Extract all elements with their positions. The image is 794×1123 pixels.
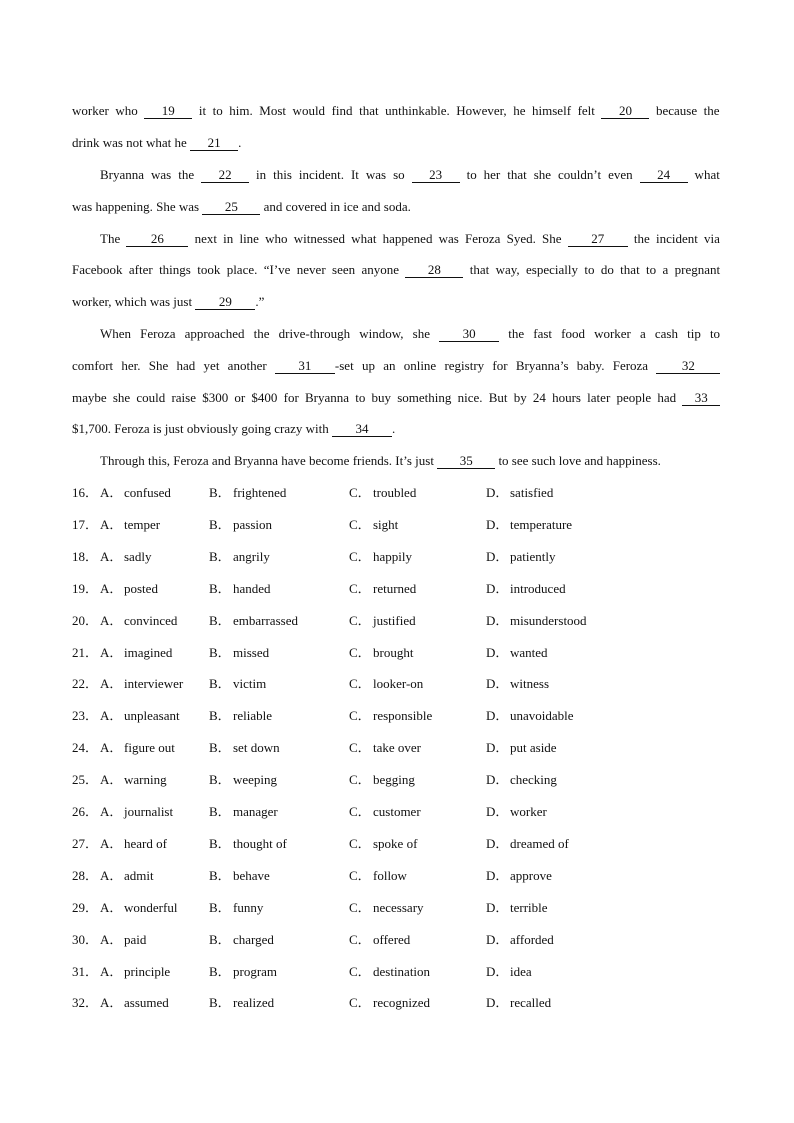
passage-text: -set up an online registry for Bryanna’s baby. Feroza xyxy=(334,358,657,373)
option-d-text: satisfied xyxy=(510,485,554,500)
option-letter-c: C． xyxy=(349,995,371,1011)
question-number: 24． xyxy=(72,740,99,756)
option-letter-d: D． xyxy=(486,995,509,1011)
question-number: 31． xyxy=(72,963,99,979)
answer-blank-33: 33 xyxy=(682,391,720,406)
option-c-text: sight xyxy=(373,516,399,532)
option-b-text: set down xyxy=(233,740,280,756)
question-row xyxy=(72,868,772,886)
option-a-text: assumed xyxy=(124,995,169,1011)
passage-text: next in line who witnessed what happened was Feroza Syed. She xyxy=(188,231,568,246)
option-letter-b: B． xyxy=(209,740,231,756)
option-letter-d: D． xyxy=(486,740,509,756)
option-letter-a: A． xyxy=(100,740,123,756)
answer-blank-32: 32 xyxy=(656,359,720,374)
option-letter-c: C． xyxy=(349,644,371,660)
answer-blank-19: 19 xyxy=(144,104,192,119)
option-letter-b: B． xyxy=(209,899,231,915)
passage-line xyxy=(72,135,241,151)
option-d-text: terrible xyxy=(510,899,548,915)
option-d-text: idea xyxy=(510,963,532,979)
option-a-text: posted xyxy=(124,580,158,596)
option-b-text: passion xyxy=(233,516,272,532)
option-letter-d: D． xyxy=(486,772,509,788)
option-letter-c: C． xyxy=(349,676,371,692)
passage-line xyxy=(72,390,720,406)
option-c-text: offered xyxy=(373,931,411,947)
answer-blank-34: 34 xyxy=(332,422,392,437)
option-letter-a: A． xyxy=(100,644,123,660)
passage-text: because the xyxy=(649,103,720,118)
option-a-text: unpleasant xyxy=(124,708,180,724)
option-letter-d: D． xyxy=(486,516,509,532)
option-letter-c: C． xyxy=(349,804,371,819)
option-c-text: follow xyxy=(373,867,407,883)
passage-line xyxy=(72,262,720,278)
option-b-text: thought of xyxy=(233,835,287,851)
option-a-text: convinced xyxy=(124,612,178,628)
option-letter-a: A． xyxy=(100,772,123,788)
option-letter-d: D． xyxy=(486,676,509,692)
question-number: 18． xyxy=(72,548,99,564)
passage-text: the incident via xyxy=(627,231,720,246)
option-b-text: manager xyxy=(233,804,278,819)
passage-text: Facebook after things took place. “I’ve never seen anyone xyxy=(72,262,406,277)
option-a-text: heard of xyxy=(124,835,167,851)
question-row xyxy=(72,517,772,535)
question-row xyxy=(72,549,772,567)
option-d-text: put aside xyxy=(510,740,557,756)
option-b-text: behave xyxy=(233,867,270,883)
question-number: 22． xyxy=(72,676,99,692)
option-b-text: weeping xyxy=(233,772,278,788)
option-a-text: confused xyxy=(124,485,171,500)
question-number: 28． xyxy=(72,867,99,883)
passage-text: the fast food worker a cash tip to xyxy=(499,326,721,341)
question-row xyxy=(72,613,772,631)
question-number: 26． xyxy=(72,804,99,819)
option-letter-a: A． xyxy=(100,548,123,564)
option-c-text: take over xyxy=(373,740,422,756)
answer-blank-27: 27 xyxy=(568,232,628,247)
answer-blank-24: 24 xyxy=(640,168,688,183)
option-c-text: looker-on xyxy=(373,676,424,692)
option-letter-a: A． xyxy=(100,708,123,724)
question-row xyxy=(72,645,772,663)
answer-blank-35: 35 xyxy=(437,454,495,469)
answer-blank-28: 28 xyxy=(405,263,463,278)
answer-blank-23: 23 xyxy=(412,168,460,183)
option-letter-a: A． xyxy=(100,995,123,1011)
passage-line xyxy=(72,358,720,374)
option-letter-b: B． xyxy=(209,772,231,788)
option-letter-c: C． xyxy=(349,867,371,883)
option-a-text: temper xyxy=(124,516,161,532)
option-b-text: handed xyxy=(233,580,271,596)
answer-blank-25: 25 xyxy=(202,200,260,215)
option-letter-b: B． xyxy=(209,612,231,628)
question-row xyxy=(72,836,772,854)
option-a-text: journalist xyxy=(124,804,174,819)
option-b-text: program xyxy=(233,963,278,979)
option-letter-c: C． xyxy=(349,899,371,915)
option-letter-d: D． xyxy=(486,835,509,851)
option-letter-a: A． xyxy=(100,835,123,851)
option-c-text: recognized xyxy=(373,995,431,1011)
option-letter-a: A． xyxy=(100,804,123,819)
answer-blank-31: 31 xyxy=(275,359,335,374)
option-letter-d: D． xyxy=(486,644,509,660)
option-b-text: victim xyxy=(233,676,267,692)
option-b-text: reliable xyxy=(233,708,272,724)
passage-text: When Feroza approached the drive-through window, she xyxy=(100,326,440,341)
option-letter-d: D． xyxy=(486,548,509,564)
passage-text: Through this, Feroza and Bryanna have become friends. It’s just xyxy=(100,453,438,468)
passage-text: in this incident. It was so xyxy=(249,167,412,182)
option-c-text: returned xyxy=(373,580,417,596)
question-number: 17． xyxy=(72,516,99,532)
question-row xyxy=(72,676,772,694)
question-number: 21． xyxy=(72,644,99,660)
option-letter-d: D． xyxy=(486,580,509,596)
question-number: 25． xyxy=(72,772,99,788)
option-letter-b: B． xyxy=(209,644,231,660)
option-c-text: happily xyxy=(373,548,412,564)
option-letter-b: B． xyxy=(209,548,231,564)
question-row xyxy=(72,900,772,918)
option-letter-b: B． xyxy=(209,485,231,500)
option-letter-c: C． xyxy=(349,485,371,500)
option-letter-b: B． xyxy=(209,516,231,532)
passage-line xyxy=(72,103,720,119)
option-letter-a: A． xyxy=(100,580,123,596)
option-d-text: introduced xyxy=(510,580,566,596)
option-letter-b: B． xyxy=(209,835,231,851)
passage-line xyxy=(100,326,720,342)
option-a-text: imagined xyxy=(124,644,173,660)
question-row xyxy=(72,740,772,758)
passage-text: Bryanna was the xyxy=(100,167,202,182)
option-a-text: warning xyxy=(124,772,167,788)
option-b-text: missed xyxy=(233,644,270,660)
question-number: 16． xyxy=(72,485,99,500)
option-d-text: dreamed of xyxy=(510,835,569,851)
passage-text: what xyxy=(687,167,720,182)
question-row xyxy=(72,581,772,599)
option-letter-c: C． xyxy=(349,931,371,947)
answer-blank-21: 21 xyxy=(190,136,238,151)
option-letter-b: B． xyxy=(209,963,231,979)
passage-line xyxy=(100,453,661,469)
option-letter-a: A． xyxy=(100,867,123,883)
option-letter-b: B． xyxy=(209,708,231,724)
question-number: 20． xyxy=(72,612,99,628)
option-a-text: sadly xyxy=(124,548,152,564)
option-letter-c: C． xyxy=(349,612,371,628)
option-letter-d: D． xyxy=(486,963,509,979)
question-row xyxy=(72,708,772,726)
option-letter-c: C． xyxy=(349,580,371,596)
passage-text: and covered in ice and soda. xyxy=(260,199,411,214)
option-letter-a: A． xyxy=(100,516,123,532)
option-b-text: realized xyxy=(233,995,275,1011)
option-c-text: customer xyxy=(373,804,421,819)
option-c-text: justified xyxy=(373,612,416,628)
answer-blank-29: 29 xyxy=(195,295,255,310)
question-row xyxy=(72,995,772,1013)
option-d-text: wanted xyxy=(510,644,548,660)
question-row xyxy=(72,804,772,822)
passage-text: to see such love and happiness. xyxy=(495,453,661,468)
option-a-text: interviewer xyxy=(124,676,184,692)
option-d-text: patiently xyxy=(510,548,556,564)
option-letter-d: D． xyxy=(486,931,509,947)
option-c-text: brought xyxy=(373,644,414,660)
option-a-text: paid xyxy=(124,931,147,947)
answer-blank-30: 30 xyxy=(439,327,499,342)
option-letter-b: B． xyxy=(209,867,231,883)
passage-line xyxy=(72,199,411,215)
option-c-text: responsible xyxy=(373,708,433,724)
option-letter-a: A． xyxy=(100,612,123,628)
passage-line xyxy=(72,294,264,310)
option-d-text: recalled xyxy=(510,995,552,1011)
option-a-text: admit xyxy=(124,867,154,883)
option-letter-b: B． xyxy=(209,804,231,819)
option-b-text: frightened xyxy=(233,485,287,500)
passage-text: it to him. Most would find that unthinkable. However, he himself felt xyxy=(192,103,602,118)
option-d-text: misunderstood xyxy=(510,612,587,628)
option-d-text: temperature xyxy=(510,516,573,532)
option-c-text: troubled xyxy=(373,485,417,500)
passage-line xyxy=(72,421,395,437)
option-letter-c: C． xyxy=(349,740,371,756)
option-letter-b: B． xyxy=(209,995,231,1011)
option-letter-a: A． xyxy=(100,676,123,692)
option-c-text: necessary xyxy=(373,899,424,915)
option-c-text: destination xyxy=(373,963,431,979)
option-letter-d: D． xyxy=(486,867,509,883)
option-a-text: principle xyxy=(124,963,171,979)
option-letter-d: D． xyxy=(486,485,509,500)
option-c-text: begging xyxy=(373,772,415,788)
option-letter-d: D． xyxy=(486,804,509,819)
option-letter-c: C． xyxy=(349,548,371,564)
option-a-text: figure out xyxy=(124,740,175,756)
option-b-text: charged xyxy=(233,931,274,947)
passage-text: that way, especially to do that to a pregnant xyxy=(463,262,721,277)
passage-text: . xyxy=(391,421,396,436)
passage-text: . xyxy=(238,135,242,150)
passage-text: worker who xyxy=(72,103,145,118)
passage-text: maybe she could raise $300 or $400 for Bryanna to buy something nice. But by 24 hours later people had xyxy=(72,390,683,405)
question-number: 23． xyxy=(72,708,99,724)
passage-text: drink was not what he xyxy=(72,135,191,150)
question-number: 19． xyxy=(72,580,99,596)
option-letter-c: C． xyxy=(349,835,371,851)
question-row xyxy=(72,964,772,982)
option-b-text: embarrassed xyxy=(233,612,298,628)
question-row xyxy=(72,772,772,790)
option-b-text: funny xyxy=(233,899,264,915)
option-letter-c: C． xyxy=(349,772,371,788)
option-letter-d: D． xyxy=(486,899,509,915)
option-letter-a: A． xyxy=(100,963,123,979)
option-d-text: witness xyxy=(510,676,549,692)
option-letter-c: C． xyxy=(349,708,371,724)
option-d-text: worker xyxy=(510,804,547,819)
option-letter-b: B． xyxy=(209,931,231,947)
option-d-text: approve xyxy=(510,867,552,883)
option-letter-c: C． xyxy=(349,963,371,979)
option-d-text: afforded xyxy=(510,931,554,947)
option-letter-b: B． xyxy=(209,676,231,692)
passage-text: worker, which was just xyxy=(72,294,196,309)
answer-blank-22: 22 xyxy=(201,168,249,183)
option-letter-d: D． xyxy=(486,708,509,724)
passage-text: .” xyxy=(255,294,265,309)
option-b-text: angrily xyxy=(233,548,270,564)
passage-line xyxy=(100,167,720,183)
option-letter-c: C． xyxy=(349,516,371,532)
answer-blank-26: 26 xyxy=(126,232,188,247)
question-number: 32． xyxy=(72,995,99,1011)
passage-text: to her that she couldn’t even xyxy=(459,167,640,182)
passage-text: was happening. She was xyxy=(72,199,203,214)
option-a-text: wonderful xyxy=(124,899,178,915)
option-d-text: unavoidable xyxy=(510,708,574,724)
option-d-text: checking xyxy=(510,772,557,788)
option-c-text: spoke of xyxy=(373,835,418,851)
option-letter-a: A． xyxy=(100,899,123,915)
option-letter-b: B． xyxy=(209,580,231,596)
option-letter-d: D． xyxy=(486,612,509,628)
passage-text: The xyxy=(100,231,127,246)
question-number: 30． xyxy=(72,931,99,947)
option-letter-a: A． xyxy=(100,485,123,500)
question-row xyxy=(72,485,772,503)
question-number: 29． xyxy=(72,899,99,915)
passage-text: $1,700. Feroza is just obviously going crazy with xyxy=(72,421,332,436)
question-number: 27． xyxy=(72,835,99,851)
passage-line xyxy=(100,231,720,247)
answer-blank-20: 20 xyxy=(601,104,649,119)
question-row xyxy=(72,932,772,950)
option-letter-a: A． xyxy=(100,931,123,947)
passage-text: comfort her. She had yet another xyxy=(72,358,275,373)
